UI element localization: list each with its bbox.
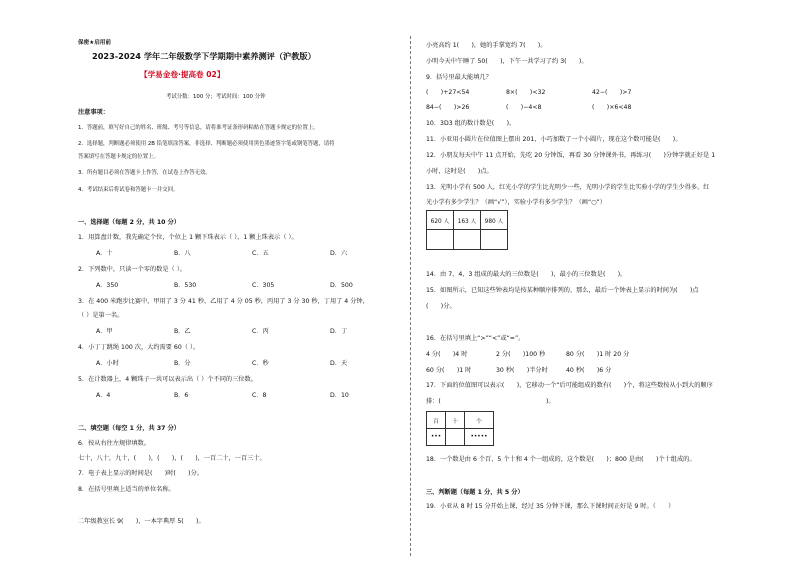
q9-item: 42−( )>7 — [592, 89, 632, 96]
q9-item: 84−( )>26 — [426, 104, 470, 111]
question-6-line: 七十，八十，九十，( )，( )，( )，一百二十，一百三十。 — [78, 455, 266, 462]
q17-place-value-table — [426, 411, 494, 446]
question-18: 18．一个数是由 6 个百、5 个十和 4 个一组成的，这个数是( )；800 是由( )个十组成的。 — [426, 456, 696, 463]
question-12-cont: 小时，这时是( )点。 — [426, 168, 493, 175]
note-item: 1．答题前，填写好自己的姓名、班级、考号等信息，请将准考证条形码粘贴在答题卡规定的位置上。 — [78, 125, 319, 131]
q4-option-a: A．小时 — [96, 360, 119, 367]
question-5: 5．在计数器上，4 颗珠子一共可以表示出（ ）个不同的三位数。 — [78, 376, 257, 383]
question-3-cont: （ ）是第一名。 — [78, 312, 124, 319]
q17-header: 百 — [427, 412, 446, 429]
q16-item: 80 分( )1 时 20 分 — [566, 351, 630, 358]
q4-option-d: D．天 — [330, 360, 348, 367]
question-1: 1．用算盘计数，我先确定个位，个位上 1 颗下珠表示（ ），1 颗上珠表示（ ）。 — [78, 234, 298, 241]
column-divider — [410, 36, 411, 556]
question-6: 6．按从右往左规律填数。 — [78, 440, 150, 447]
question-14: 14．由 7、4、3 组成的最大的三位数是( )，最小的三位数是( )。 — [426, 271, 627, 278]
q5-option-a: A．4 — [96, 392, 111, 399]
note-item: 3．所有题目必须在答题卡上作答，在试卷上作答无效。 — [78, 170, 211, 176]
q13-option: 620 人 — [427, 211, 454, 230]
q8-cont-1: 小亮高约 1( )，她的手掌宽约 7( )。 — [426, 42, 547, 49]
question-4: 4．小丁丁跳绳 100 次，大约需要 60（ ）。 — [78, 344, 200, 351]
q3-option-d: D．丁 — [330, 328, 348, 335]
q9-item: ( )×6<48 — [592, 104, 632, 111]
question-15: 15．如图所示，已知这些钟表均是按某种顺序排列的，那么，最后一个钟表上显示的时间为( )点 — [426, 287, 699, 294]
section3-heading: 三、判断题（每题 1 分，共 5 分） — [426, 489, 524, 496]
q17-beads: ••••• — [465, 429, 494, 446]
exam-title: 2023-2024 学年二年级数学下学期期中素养测评（沪教版） — [92, 51, 316, 61]
question-13-cont: 光小学有多少学生？（画“√”），实验小学有多少学生？（画“○”） — [426, 199, 606, 206]
note-item: 2．选择题，判断题必须使用 2B 铅笔填涂答案，非选择、判断题必须使用黑色墨迹签字笔或钢笔答题，请将 — [78, 141, 335, 147]
q13-option: 980 人 — [481, 211, 508, 230]
q16-item: 2 分( )100 秒 — [496, 351, 546, 358]
secret-label: 保密★启用前 — [78, 40, 111, 46]
note-item: 答案填写在答题卡规定的位置上。 — [78, 154, 159, 160]
q8-cont-2: 小明今天中午睡了 50( )，下午一共学习了约 3( )。 — [426, 58, 588, 65]
q1-option-d: D．六 — [330, 250, 348, 257]
question-3: 3．在 400 米跑步比赛中，甲用了 3 分 41 秒，乙用了 4 分 05 秒，丙用了 3 分 30 秒，丁用了 4 分钟， — [78, 298, 369, 305]
q9-item: ( )+27<54 — [426, 89, 470, 96]
question-11: 11．小亚用小圆片在位值图上摆出 201，小巧加数了一个小圆片，现在这个数可能是( )。 — [426, 136, 682, 143]
section2-heading: 二、填空题（每空 1 分，共 37 分） — [78, 425, 180, 432]
q4-option-b: B．分 — [174, 360, 191, 367]
q2-option-a: A．350 — [96, 282, 119, 289]
q2-option-c: C．305 — [252, 282, 275, 289]
question-17: 17．下面的位值图可以表示( )，它移动一个“后可能组成的数有( )个，将这些数按从小到大的顺序 — [426, 382, 713, 389]
q16-item: 30 秒( )半分时 — [496, 367, 548, 374]
q17-beads: ••• — [427, 429, 446, 446]
q1-option-b: B．八 — [174, 250, 191, 257]
question-8: 8．在括号里填上适当的单位名称。 — [78, 486, 175, 493]
question-17-cont: 排：( )。 — [426, 398, 555, 405]
q13-table — [426, 210, 508, 250]
q5-option-c: C．8 — [252, 392, 267, 399]
q2-option-b: B．530 — [174, 282, 197, 289]
question-9: 9．括号里最大能填几？ — [426, 74, 492, 81]
q2-option-d: D．500 — [330, 282, 353, 289]
question-2: 2．下列数中，只读一个零的数是（ ）。 — [78, 266, 186, 273]
q1-option-c: C．五 — [252, 250, 269, 257]
question-8-line: 二年级教室长 9( )，一本字典厚 5( )。 — [78, 518, 205, 525]
q17-header: 个 — [465, 412, 494, 429]
question-16: 16．在括号里填上“>”“<”或“=”。 — [426, 335, 525, 342]
q9-item: 8×( )<32 — [506, 89, 546, 96]
q13-answer-cell[interactable] — [427, 230, 454, 250]
q16-item: 60 分( )1 时 — [426, 367, 472, 374]
question-10: 10．3D3 组的数计数是( )。 — [426, 120, 516, 127]
question-15-cont: ( )分。 — [426, 303, 456, 310]
q16-item: 4 分( )4 时 — [426, 351, 468, 358]
q13-answer-cell[interactable] — [454, 230, 481, 250]
q4-option-c: C．秒 — [252, 360, 269, 367]
q17-beads — [446, 429, 465, 446]
question-19: 19．小亚从 8 时 15 分开始上课，经过 35 分钟下课，那么下课时间正好是 9 时。（ ） — [426, 503, 675, 510]
section1-heading: 一、选择题（每题 2 分，共 10 分） — [78, 219, 180, 226]
q5-option-b: B．6 — [174, 392, 189, 399]
q13-answer-cell[interactable] — [481, 230, 508, 250]
question-12: 12．小朋友每天中午 11 点开始，先吃 20 分钟饭，再看 30 分钟课外书，再练习( )分钟字就正好是 1 — [426, 152, 716, 159]
exam-meta: 考试分数：100 分；考试时间：100 分钟 — [166, 94, 266, 100]
question-7: 7．电子表上显示的时间是( )时( )分。 — [78, 470, 203, 477]
note-item: 4．考试结束后将试卷和答题卡一并交回。 — [78, 187, 179, 193]
q1-option-a: A．十 — [96, 250, 113, 257]
q16-item: 40 秒( )6 分 — [566, 367, 612, 374]
q3-option-c: C．丙 — [252, 328, 269, 335]
notes-heading: 注意事项： — [78, 109, 109, 116]
question-13: 13．光明小学有 500 人，红光小学的学生比光明少一些，光明小学的学生比实验小学的学生少得多。红 — [426, 184, 710, 191]
q17-header: 十 — [446, 412, 465, 429]
q9-item: ( )−4<8 — [506, 104, 542, 111]
q3-option-a: A．甲 — [96, 328, 113, 335]
q5-option-d: D．10 — [330, 392, 349, 399]
exam-subtitle: 【学易金卷·提高卷 02】 — [140, 70, 225, 79]
q3-option-b: B．乙 — [174, 328, 191, 335]
q13-option: 163 人 — [454, 211, 481, 230]
